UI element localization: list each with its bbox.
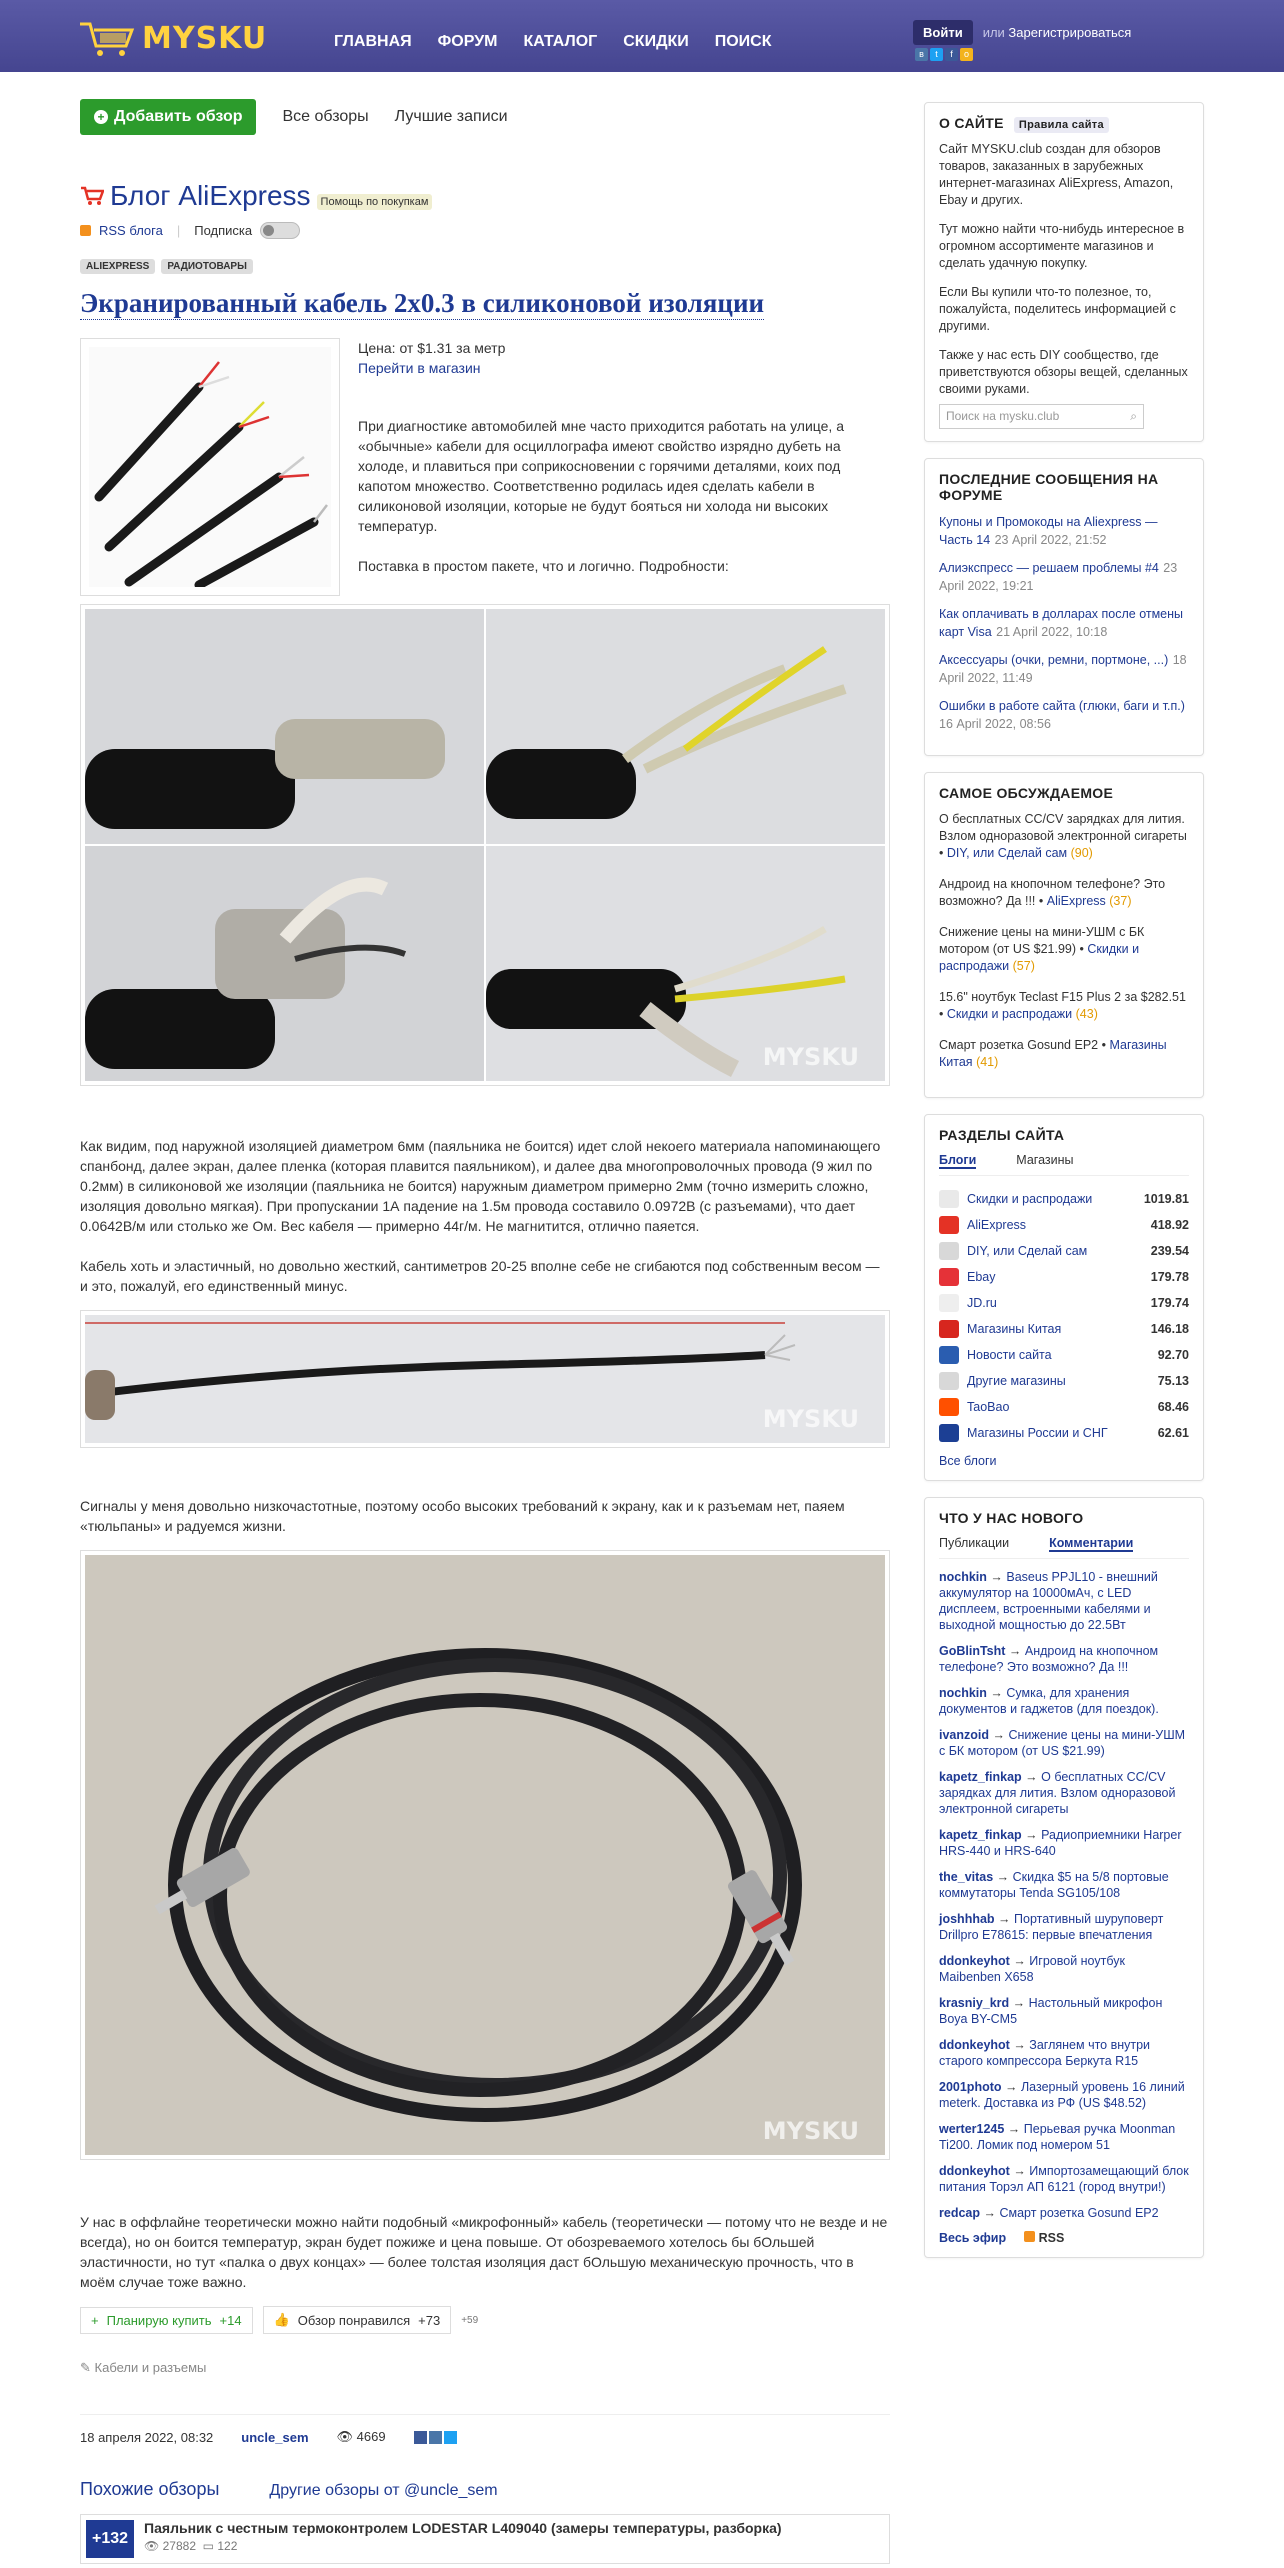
nav-catalog[interactable]: КАТАЛОГ — [523, 33, 598, 50]
plan-buy-label: Планирую купить — [106, 2312, 212, 2328]
news-item: nochkin → Baseus PPJL10 - внешний аккумулятор на 10000мАч, с LED дисплеем, встроенными кабелями и выходной мощностью до 22.5Вт — [939, 1570, 1158, 1632]
subscribe-toggle[interactable] — [260, 222, 300, 239]
section-icon — [939, 1320, 959, 1338]
section-row[interactable] — [939, 1264, 1189, 1290]
news-topic[interactable]: Смарт розетка Gosund EP2 — [999, 2206, 1159, 2220]
discussed-item: Андроид на кнопочном телефоне? Это возможно? Да !!! • AliExpress (37) — [939, 877, 1166, 908]
tag-list — [80, 259, 890, 274]
section-name[interactable]: Новости сайта — [967, 1348, 1052, 1362]
section-row[interactable] — [939, 1186, 1189, 1212]
liked-extra: +59 — [461, 2314, 479, 2326]
views-count: 4669 — [356, 2429, 386, 2444]
rss-link[interactable]: RSS блога — [99, 223, 163, 238]
content — [80, 72, 890, 2564]
section-icon — [939, 1346, 959, 1364]
similar-views: 27882 — [162, 2539, 196, 2553]
forum-item-date: 16 April 2022, 08:56 — [939, 717, 1051, 731]
subscribe-label: Подписка — [194, 223, 253, 238]
register-link[interactable]: Зарегистрироваться — [1008, 25, 1132, 40]
discussed-list — [939, 811, 1189, 1071]
discussed-item-count: (57) — [1012, 959, 1035, 973]
section-icon — [939, 1268, 959, 1286]
cable-thumbnail-image — [89, 347, 331, 587]
news-topic[interactable]: Радиоприемники Harper HRS-440 и HRS-640 — [939, 1828, 1182, 1858]
price: Цена: от $1.31 за метр — [358, 340, 506, 356]
article-meta — [80, 2414, 890, 2445]
facebook-icon[interactable] — [414, 2431, 427, 2444]
forum-item-link[interactable]: Купоны и Промокоды на Aliexpress — Часть 14 — [939, 515, 1158, 547]
openid-icon[interactable]: o — [960, 48, 973, 61]
discussed-item-title[interactable]: Смарт розетка Gosund EP2 — [939, 1038, 1099, 1052]
forum-item-link[interactable]: Ошибки в работе сайта (глюки, баги и т.п.) — [939, 699, 1185, 713]
thumbs-up-icon: 👍 — [273, 2312, 290, 2327]
section-name[interactable]: DIY, или Сделай сам — [967, 1244, 1088, 1258]
liked-button[interactable] — [263, 2306, 452, 2334]
tab-shops[interactable]: Магазины — [1016, 1153, 1074, 1167]
discussed-item-category[interactable]: AliExpress — [1046, 894, 1106, 908]
section-rating: 62.61 — [1157, 1426, 1189, 1440]
auth-or: или — [982, 25, 1005, 40]
news-topic[interactable]: Заглянем что внутри старого компрессора Беркута R15 — [939, 2038, 1151, 2068]
news-user[interactable]: ddonkeyhot — [939, 1954, 1010, 1968]
eye-icon: 👁 — [144, 2539, 160, 2553]
section-icon — [939, 1294, 959, 1312]
about-text: Если Вы купили что-то полезное, то, пожалуйста, поделитесь информацией с другими. — [939, 285, 1176, 333]
section-rating: 75.13 — [1157, 1374, 1189, 1388]
views — [337, 2429, 386, 2445]
news-rss[interactable] — [1024, 2231, 1064, 2245]
plus-icon: + — [94, 110, 108, 124]
share-buttons — [414, 2431, 457, 2444]
similar-title: Похожие обзоры — [80, 2479, 220, 2499]
tab-blogs[interactable]: Блоги — [939, 1153, 977, 1167]
section-row[interactable] — [939, 1420, 1189, 1446]
news-user[interactable]: joshhhab — [939, 1912, 995, 1926]
vote-bar — [80, 2306, 890, 2334]
comment-icon: ▭ — [202, 2539, 215, 2553]
news-user[interactable]: ddonkeyhot — [939, 2164, 1010, 2178]
news-rss-label: RSS — [1038, 2231, 1065, 2245]
vk-icon[interactable] — [429, 2431, 442, 2444]
news-item: nochkin → Сумка, для хранения документов и гаджетов (для поездок). — [939, 1686, 1159, 1716]
forum-item-date: 23 April 2022, 21:52 — [994, 533, 1107, 547]
publish-date: 18 апреля 2022, 08:32 — [80, 2429, 214, 2445]
similar-item-stats — [144, 2539, 782, 2553]
toolbar — [80, 72, 890, 150]
auth-block — [913, 20, 1131, 45]
section-icon — [939, 1190, 959, 1208]
discussed-item-category[interactable]: DIY, или Сделай сам — [946, 846, 1068, 860]
nav-forum[interactable]: ФОРУМ — [437, 33, 498, 50]
news-topic[interactable]: Скидка $5 на 5/8 портовые коммутаторы Tenda SG105/108 — [939, 1870, 1169, 1900]
discussed-title: САМОЕ ОБСУЖДАЕМОЕ — [939, 785, 1114, 801]
logo-text: MYSKU — [142, 20, 268, 56]
discussed-box — [924, 772, 1204, 1098]
discussed-item: Смарт розетка Gosund EP2 • Магазины Китая (41) — [939, 1038, 1167, 1069]
similar-item[interactable] — [80, 2514, 890, 2564]
forum-item-link[interactable]: Аксессуары (очки, ремни, портмоне, ...) — [939, 653, 1169, 667]
photo-collage[interactable] — [80, 604, 890, 1086]
news-topic[interactable]: О бесплатных CC/CV зарядках для лития. Взлом одноразовой электронной сигареты — [939, 1770, 1176, 1816]
shop-link[interactable]: Перейти в магазин — [358, 360, 481, 376]
sections-list — [939, 1186, 1189, 1446]
nav-search[interactable]: ПОИСК — [714, 33, 772, 50]
other-reviews-link[interactable]: Другие обзоры от @uncle_sem — [269, 2482, 498, 2499]
sidebar — [924, 102, 1204, 2274]
watermark: MYSKU — [762, 1043, 859, 1071]
news-user[interactable]: kapetz_finkap — [939, 1828, 1022, 1842]
news-title: ЧТО У НАС НОВОГО — [939, 1510, 1084, 1526]
article-intro — [80, 338, 890, 596]
social-login — [915, 48, 973, 61]
section-rating: 239.54 — [1150, 1244, 1189, 1258]
news-topic[interactable]: Лазерный уровень 16 линий meterk. Доставка из РФ (US $48.52) — [939, 2080, 1185, 2110]
discussed-item-title[interactable]: Снижение цены на мини-УШМ с БК мотором (от US $21.99) — [939, 925, 1145, 956]
discussed-item-category[interactable]: Скидки и распродажи — [946, 1007, 1073, 1021]
news-user[interactable]: redcap — [939, 2206, 980, 2220]
photo-cable-length[interactable] — [80, 1310, 890, 1448]
news-item: krasniy_krd → Настольный микрофон Boya BY-CM5 — [939, 1996, 1163, 2026]
nav-discounts[interactable]: СКИДКИ — [623, 33, 689, 50]
category-link[interactable]: Кабели и разъемы — [94, 2360, 207, 2375]
about-text: Сайт MYSKU.club создан для обзоров товаров, заказанных в зарубежных интернет-магазинах AliExpress, Amazon, Ebay и других. — [939, 142, 1174, 207]
news-topic[interactable]: Сумка, для хранения документов и гаджетов (для поездок). — [939, 1686, 1159, 1716]
forum-item — [939, 697, 1189, 733]
section-icon — [939, 1242, 959, 1260]
paragraph: Как видим, под наружной изоляцией диаметром 6мм (паяльника не боится) идет слой некоего материала напоминающего спанбонд, далее экран, далее пленка (которая плавится паяльником), и далее два многопроволочных провода (9 жил по 0.2мм) в силиконовой же изоляции (паяльника не боится) наружным диаметром примерно 2мм (точно измерить сложно, изоляция довольно мягкая). При пропускании 1А падение на 1.5м провода составило 0.0972В (с разъемами), что дает 0.0642В/м или столько же Ом. Вес кабеля — примерно 44г/м. Не магнитится, отлично паяется. — [80, 1138, 881, 1234]
section-name[interactable]: Ebay — [967, 1270, 996, 1284]
search-placeholder: Поиск на mysku.club — [946, 409, 1060, 423]
news-list — [939, 1569, 1189, 2221]
about-heading: О САЙТЕ — [939, 115, 1004, 131]
news-topic[interactable]: Снижение цены на мини-УШМ с БК мотором (от US $21.99) — [939, 1728, 1186, 1758]
news-item: ddonkeyhot → Импортозамещающий блок питания Торэл АП 6121 (город внутри!) — [939, 2164, 1189, 2194]
photo-finished-cable[interactable] — [80, 1550, 890, 2160]
news-topic[interactable]: Игровой ноутбук Maibenben X658 — [939, 1954, 1125, 1984]
plan-buy-count: +14 — [219, 2312, 242, 2328]
discussed-item: Снижение цены на мини-УШМ с БК мотором (от US $21.99) • Скидки и распродажи (57) — [939, 925, 1145, 973]
add-review-button[interactable] — [80, 99, 256, 135]
finished-cable-image — [85, 1555, 885, 2155]
news-item: werter1245 → Перьевая ручка Moonman Ti200. Ломик под номером 51 — [939, 2122, 1176, 2152]
news-topic[interactable]: Андроид на кнопочном телефоне? Это возможно? Да !!! — [939, 1644, 1159, 1674]
news-item: the_vitas → Скидка $5 на 5/8 портовые коммутаторы Tenda SG105/108 — [939, 1870, 1169, 1900]
watermark: MYSKU — [762, 1405, 859, 1433]
news-box — [924, 1497, 1204, 2258]
forum-item-link[interactable]: Алиэкспресс — решаем проблемы #4 — [939, 561, 1159, 575]
news-user[interactable]: nochkin — [939, 1570, 987, 1584]
discussed-item-category[interactable]: Магазины Китая — [939, 1038, 1167, 1069]
author-link[interactable]: uncle_sem — [241, 2429, 309, 2445]
section-name[interactable]: Магазины России и СНГ — [967, 1426, 1108, 1440]
section-name[interactable]: Другие магазины — [967, 1374, 1066, 1388]
similar-item-title[interactable]: Паяльник с честным термоконтролем LODESTAR L409040 (замеры температуры, разборка) — [144, 2520, 782, 2536]
paragraph: У нас в оффлайне теоретически можно найти подобный «микрофонный» кабель (теоретически — потому что не везде и не всегда), но он боится температур, экран будет пожиже и цена повыше. От обозреваемого хотелось бы бОльшей эластичности, но тут «палка о двух концах» — более толстая изоляция даст бОльшую механическую прочность, что в моём случае тоже важно. — [80, 2214, 888, 2290]
discussed-item-category[interactable]: Скидки и распродажи — [939, 942, 1140, 973]
section-rating: 418.92 — [1150, 1218, 1189, 1232]
discussed-item: 15.6" ноутбук Teclast F15 Plus 2 за $282.51 • Скидки и распродажи (43) — [939, 990, 1186, 1021]
news-user[interactable]: 2001photo — [939, 2080, 1002, 2094]
add-review-label: Добавить обзор — [114, 108, 243, 125]
news-item: joshhhab → Портативный шуруповерт Drillpro E78615: первые впечатления — [939, 1912, 1164, 1942]
discussed-item-count: (41) — [976, 1055, 999, 1069]
forum-item — [939, 559, 1189, 595]
about-title — [939, 115, 1189, 131]
paragraph: При диагностике автомобилей мне часто приходится работать на улице, а «обычные» кабели для осциллографа имеют свойство изрядно дубеть на холоде, и плавиться при соприкосновении с горячими деталями, коих под капотом множество. Соответственно родилась идея сделать кабели в силиконовой изоляции, которые не будут бояться ни холода ни высоких температур. — [358, 418, 844, 534]
tag-radio[interactable]: РАДИОТОВАРЫ — [161, 259, 253, 274]
liked-count: +73 — [418, 2312, 441, 2328]
cart-icon — [78, 18, 136, 58]
forum-box — [924, 458, 1204, 756]
news-user[interactable]: the_vitas — [939, 1870, 994, 1884]
section-rating: 1019.81 — [1143, 1192, 1189, 1206]
discussed-item-count: (90) — [1070, 846, 1093, 860]
forum-item — [939, 513, 1189, 549]
news-item: kapetz_finkap → Радиоприемники Harper HRS-440 и HRS-640 — [939, 1828, 1182, 1858]
news-item: kapetz_finkap → О бесплатных CC/CV зарядках для лития. Взлом одноразовой электронной сигареты — [939, 1770, 1176, 1816]
news-item: GoBlinTsht → Андроид на кнопочном телефоне? Это возможно? Да !!! — [939, 1644, 1159, 1674]
site-header — [0, 0, 1284, 72]
tag-aliexpress[interactable]: ALIEXPRESS — [80, 259, 155, 274]
news-user[interactable]: werter1245 — [939, 2122, 1005, 2136]
section-row[interactable] — [939, 1368, 1189, 1394]
site-logo[interactable] — [78, 18, 267, 58]
section-icon — [939, 1424, 959, 1442]
section-row[interactable] — [939, 1342, 1189, 1368]
blog-actions — [80, 222, 890, 239]
nav-home[interactable]: ГЛАВНАЯ — [334, 33, 412, 50]
forum-title: ПОСЛЕДНИЕ СООБЩЕНИЯ НА ФОРУМЕ — [939, 471, 1159, 503]
forum-list — [939, 513, 1189, 733]
main-nav — [334, 33, 772, 51]
tab-all-reviews[interactable]: Все обзоры — [282, 108, 369, 125]
news-topic[interactable]: Портативный шуруповерт Drillpro E78615: первые впечатления — [939, 1912, 1164, 1942]
live-feed-link[interactable]: Весь эфир — [939, 2231, 1007, 2245]
news-user[interactable]: ddonkeyhot — [939, 2038, 1010, 2052]
search-icon[interactable]: ⌕ — [1130, 409, 1137, 423]
rss-icon — [80, 225, 91, 236]
news-topic[interactable]: Настольный микрофон Boya BY-CM5 — [939, 1996, 1163, 2026]
blog-header — [80, 180, 890, 212]
similar-header — [80, 2479, 890, 2500]
intro-text — [358, 338, 890, 596]
cable-closeup-image — [85, 609, 885, 1081]
sections-title: РАЗДЕЛЫ САЙТА — [939, 1127, 1065, 1143]
tab-best[interactable]: Лучшие записи — [394, 108, 508, 125]
twitter-icon[interactable]: t — [930, 48, 943, 61]
forum-item — [939, 651, 1189, 687]
watermark: MYSKU — [762, 2117, 859, 2145]
eye-icon: 👁 — [336, 2429, 354, 2444]
news-user[interactable]: krasniy_krd — [939, 1996, 1010, 2010]
news-user[interactable]: nochkin — [939, 1686, 987, 1700]
forum-item — [939, 605, 1189, 641]
section-rating: 179.78 — [1150, 1270, 1189, 1284]
discussed-item-count: (37) — [1109, 894, 1132, 908]
section-row[interactable] — [939, 1394, 1189, 1420]
tab-comments[interactable]: Комментарии — [1049, 1536, 1134, 1550]
login-button[interactable]: Войти — [913, 20, 973, 45]
section-icon — [939, 1372, 959, 1390]
news-item: 2001photo → Лазерный уровень 16 линий meterk. Доставка из РФ (US $48.52) — [939, 2080, 1185, 2110]
section-rating: 146.18 — [1150, 1322, 1189, 1336]
discussed-item-title[interactable]: Андроид на кнопочном телефоне? Это возможно? Да !!! — [939, 877, 1166, 908]
sections-box — [924, 1114, 1204, 1481]
vk-icon[interactable]: в — [915, 48, 928, 61]
section-name[interactable]: JD.ru — [967, 1296, 997, 1310]
category-row — [80, 2360, 890, 2376]
tab-publications[interactable]: Публикации — [939, 1536, 1010, 1550]
about-box — [924, 102, 1204, 442]
all-blogs-link[interactable]: Все блоги — [939, 1454, 997, 1468]
facebook-icon[interactable]: f — [945, 48, 958, 61]
news-item: ivanzoid → Снижение цены на мини-УШМ с БК мотором (от US $21.99) — [939, 1728, 1186, 1758]
blog-badge: Помощь по покупкам — [317, 194, 433, 210]
forum-item-date: 18 April 2022, 11:49 — [939, 653, 1187, 685]
news-topic[interactable]: Baseus PPJL10 - внешний аккумулятор на 10000мАч, с LED дисплеем, встроенными кабелями и выходной мощностью до 22.5Вт — [939, 1570, 1158, 1632]
about-text: Тут можно найти что-нибудь интересное в огромном ассортименте магазинов и сделать удачную покупку. — [939, 222, 1185, 270]
section-rating: 68.46 — [1157, 1400, 1189, 1414]
section-row[interactable] — [939, 1238, 1189, 1264]
section-name[interactable]: AliExpress — [967, 1218, 1027, 1232]
similar-comments: 122 — [217, 2539, 238, 2553]
news-user[interactable]: ivanzoid — [939, 1728, 990, 1742]
discussed-item: О бесплатных CC/CV зарядках для лития. Взлом одноразовой электронной сигареты • DIY, или Сделай сам (90) — [939, 812, 1187, 860]
news-item: redcap → Смарт розетка Gosund EP2 — [939, 2206, 1159, 2220]
plan-buy-button[interactable] — [80, 2307, 253, 2334]
liked-label: Обзор понравился — [297, 2312, 411, 2328]
news-item: ddonkeyhot → Заглянем что внутри старого компрессора Беркута R15 — [939, 2038, 1151, 2068]
paragraph: Сигналы у меня довольно низкочастотные, поэтому особо высоких требований к экрану, как и к разъемам нет, паяем «тюльпаны» и радуемся жизни. — [80, 1498, 845, 1534]
section-icon — [939, 1398, 959, 1416]
tag-icon: ✎ — [80, 2360, 91, 2375]
news-footer — [939, 2231, 1189, 2245]
divider: | — [176, 223, 181, 238]
blog-name[interactable]: Блог AliExpress — [110, 180, 311, 211]
discussed-item-count: (43) — [1075, 1007, 1098, 1021]
forum-item-link[interactable]: Как оплачивать в долларах после отмены карт Visa — [939, 607, 1184, 639]
plus-icon: + — [91, 2312, 99, 2328]
rules-link[interactable]: Правила сайта — [1014, 117, 1109, 133]
forum-item-date: 21 April 2022, 10:18 — [996, 625, 1108, 639]
article-title[interactable]: Экранированный кабель 2x0.3 в силиконовой изоляции — [80, 288, 765, 318]
about-text: Также у нас есть DIY сообщество, где приветствуются обзоры вещей, сделанных своими руками. — [939, 348, 1188, 396]
forum-item-date: 23 April 2022, 19:21 — [939, 561, 1178, 593]
section-name[interactable]: Магазины Китая — [967, 1322, 1062, 1336]
section-name[interactable]: TaoBao — [967, 1400, 1010, 1414]
news-user[interactable]: GoBlinTsht — [939, 1644, 1006, 1658]
news-topic[interactable]: Импортозамещающий блок питания Торэл АП 6121 (город внутри!) — [939, 2164, 1189, 2194]
product-thumbnail[interactable] — [80, 338, 340, 596]
paragraph: Кабель хоть и эластичный, но довольно жесткий, сантиметров 20-25 вполне себе не сгибаются под собственным весом — и это, пожалуй, его единственный минус. — [80, 1258, 880, 1294]
section-row[interactable] — [939, 1290, 1189, 1316]
news-tabs — [939, 1536, 1189, 1559]
rss-icon — [1024, 2231, 1035, 2242]
twitter-icon[interactable] — [444, 2431, 457, 2444]
section-icon — [939, 1216, 959, 1234]
section-row[interactable] — [939, 1316, 1189, 1342]
discussed-item-title[interactable]: О бесплатных CC/CV зарядках для лития. Взлом одноразовой электронной сигареты — [939, 812, 1187, 843]
section-rating: 92.70 — [1157, 1348, 1189, 1362]
sections-tabs — [939, 1153, 1189, 1176]
similar-score: +132 — [86, 2520, 134, 2558]
section-rating: 179.74 — [1150, 1296, 1189, 1310]
paragraph: Поставка в простом пакете, что и логично. Подробности: — [358, 558, 729, 574]
news-topic[interactable]: Перьевая ручка Moonman Ti200. Ломик под номером 51 — [939, 2122, 1176, 2152]
site-search-input[interactable] — [939, 404, 1144, 429]
cart-icon — [80, 185, 104, 207]
section-name[interactable]: Скидки и распродажи — [967, 1192, 1093, 1206]
discussed-item-title[interactable]: 15.6" ноутбук Teclast F15 Plus 2 за $282.51 — [939, 990, 1186, 1004]
news-item: ddonkeyhot → Игровой ноутбук Maibenben X658 — [939, 1954, 1125, 1984]
news-user[interactable]: kapetz_finkap — [939, 1770, 1022, 1784]
section-row[interactable] — [939, 1212, 1189, 1238]
